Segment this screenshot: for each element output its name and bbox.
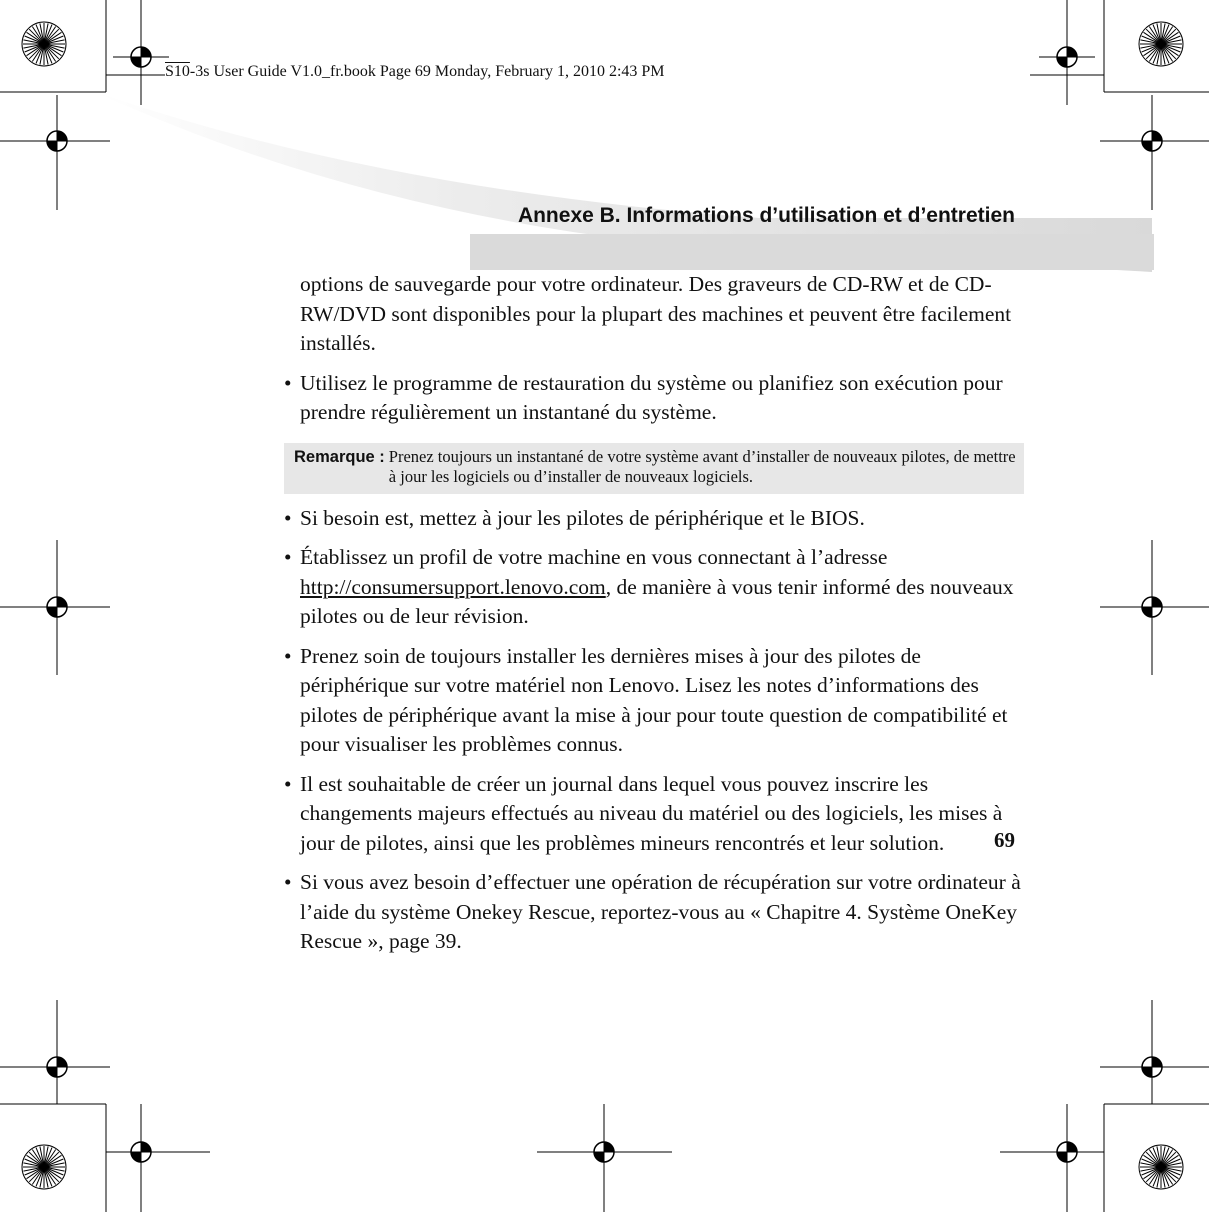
slug-prefix: S10: [165, 63, 190, 80]
list-item-text-before: Établissez un profil de votre machine en vous connectant à l’adresse: [300, 545, 888, 569]
list-item: [284, 868, 1024, 957]
list-item: [284, 504, 1024, 534]
bullet-symbol: •: [284, 771, 292, 796]
bullet-symbol: •: [284, 370, 292, 395]
running-header-title: Annexe B. Informations d’utilisation et d’entretien: [517, 204, 1015, 227]
list-item-text: Utilisez le programme de restauration du système ou planifiez son exécution pour prendre régulièrement un instantané du système.: [300, 370, 1003, 424]
slug-rest: -3s User Guide V1.0_fr.book Page 69 Monday, February 1, 2010 2:43 PM: [189, 63, 665, 80]
list-item-text-after: , de manière à vous tenir informé des nouveaux pilotes ou de leur révision.: [300, 574, 1014, 628]
bullet-symbol: •: [284, 505, 292, 530]
bullet-symbol: •: [284, 545, 292, 569]
consumer-support-link[interactable]: http://consumersupport.lenovo.com: [300, 574, 606, 599]
list-item: [284, 543, 1024, 632]
list-item-text: Il est souhaitable de créer un journal dans lequel vous pouvez inscrire les changements majeurs effectués au niveau du matériel ou des logiciels, les mises à jour de pilotes, ainsi que les problèmes mineurs rencontrés et leur solution.: [300, 771, 1003, 855]
list-item-text: Si besoin est, mettez à jour les pilotes de périphérique et le BIOS.: [300, 505, 865, 530]
bullet-symbol: •: [284, 870, 292, 894]
note-label: Remarque :: [294, 447, 385, 466]
list-item: [284, 770, 1024, 859]
note-text: Prenez toujours un instantané de votre système avant d’installer de nouveaux pilotes, de mettre à jour les logiciels ou d’installer de nouveaux logiciels.: [388, 446, 1016, 486]
continued-paragraph: options de sauvegarde pour votre ordinateur. Des graveurs de CD-RW et de CD-RW/DVD sont disponibles pour la plupart des machines et peuvent être facilement installés.: [300, 272, 1012, 355]
bullet-symbol: •: [284, 643, 292, 668]
page-content: [284, 270, 1024, 967]
list-item: [284, 369, 1024, 428]
page-number: 69: [994, 828, 1015, 852]
list-item: [284, 642, 1024, 760]
note-box: [284, 443, 1024, 494]
print-slug-line: [165, 63, 665, 81]
list-item-text: Prenez soin de toujours installer les dernières mises à jour des pilotes de périphérique sur votre matériel non Lenovo. Lisez les notes d’informations des pilotes de périphérique avant la mise à jour pour toute question de compatibilité et pour visualiser les problèmes connus.: [300, 643, 1008, 756]
list-item-text: Si vous avez besoin d’effectuer une opération de récupération sur votre ordinateur à l’aide du système Onekey Rescue, reportez-vous au « Chapitre 4. Système OneKey Rescue », page 39.: [300, 870, 1021, 953]
